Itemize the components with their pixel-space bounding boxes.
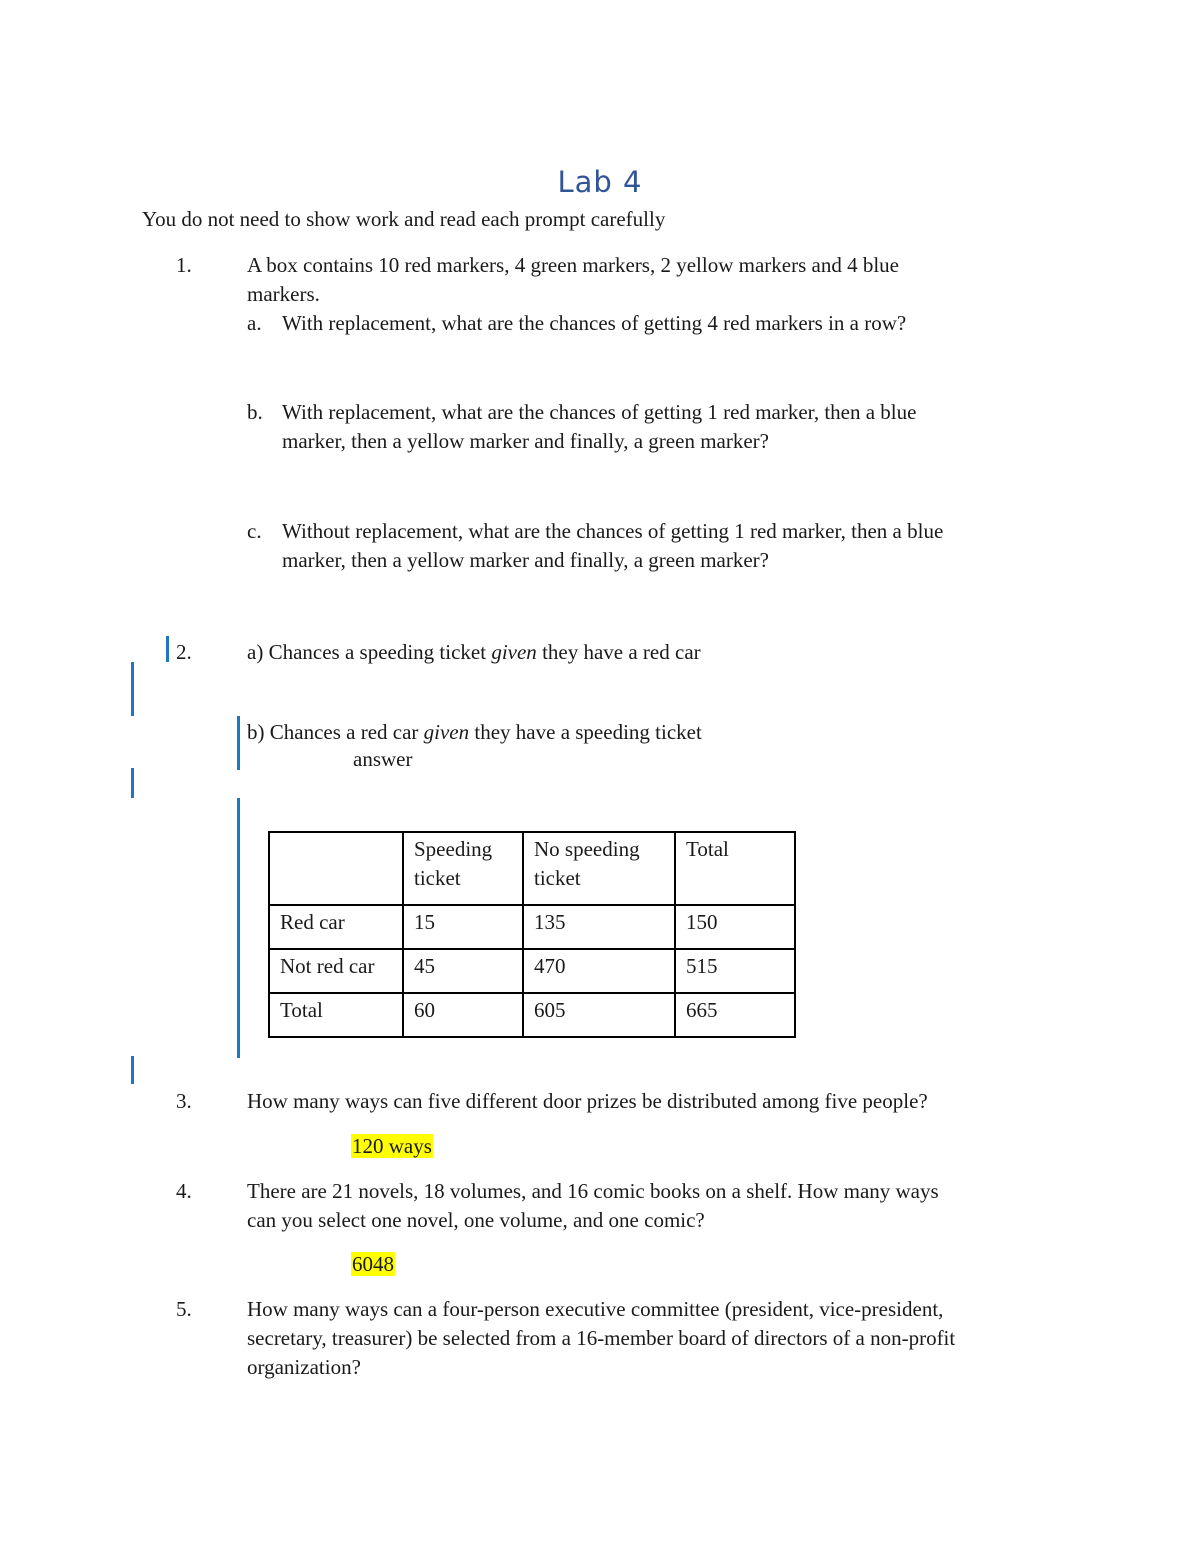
q2-number: 2. xyxy=(176,640,192,664)
q1c-line2: marker, then a yellow marker and finally, a green marker? xyxy=(282,548,769,572)
contingency-table xyxy=(268,831,796,1038)
table-cell: Total xyxy=(269,993,403,1037)
table-row xyxy=(269,993,795,1037)
q2a-text: a) Chances a speeding ticket given they have a red car xyxy=(247,640,701,664)
table-header-cell xyxy=(269,832,403,905)
q1-text xyxy=(247,251,1067,309)
q5-line1: How many ways can a four-person executive committee (president, vice-president, xyxy=(247,1297,944,1321)
table-cell: 605 xyxy=(523,993,675,1037)
q4-number: 4. xyxy=(176,1179,192,1203)
q3-text: How many ways can five different door prizes be distributed among five people? xyxy=(247,1089,928,1113)
q3-answer xyxy=(351,1132,433,1161)
table-cell: 470 xyxy=(523,949,675,993)
change-bar xyxy=(237,716,240,770)
change-bar xyxy=(237,798,240,1058)
q4-answer xyxy=(351,1250,395,1279)
answer-label: answer xyxy=(353,747,413,771)
q5-line2: secretary, treasurer) be selected from a 16-member board of directors of a non-profit xyxy=(247,1326,956,1350)
q2b-text: b) Chances a red car given they have a speeding ticket xyxy=(247,720,702,744)
table-header-row xyxy=(269,832,795,905)
q1b-line2: marker, then a yellow marker and finally, a green marker? xyxy=(282,429,769,453)
table-header-cell: No speeding ticket xyxy=(523,832,675,905)
table-cell: 45 xyxy=(403,949,523,993)
table-cell: 515 xyxy=(675,949,795,993)
instructions: You do not need to show work and read each prompt carefully xyxy=(142,207,666,231)
q1b-text xyxy=(282,398,1062,456)
q1b-letter: b. xyxy=(247,400,263,424)
q1c-text xyxy=(282,517,1062,575)
q1c-line1: Without replacement, what are the chances of getting 1 red marker, then a blue xyxy=(282,519,944,543)
q1-line1: A box contains 10 red markers, 4 green markers, 2 yellow markers and 4 blue xyxy=(247,253,899,277)
q4-text xyxy=(247,1177,1067,1235)
q5-line3: organization? xyxy=(247,1355,361,1379)
q1a-letter: a. xyxy=(247,311,262,335)
table-row xyxy=(269,949,795,993)
highlighted-answer: 120 ways xyxy=(352,1134,432,1158)
table-header-cell: Speeding ticket xyxy=(403,832,523,905)
q1a-text: With replacement, what are the chances of getting 4 red markers in a row? xyxy=(282,311,907,335)
table-cell: 150 xyxy=(675,905,795,949)
change-bar xyxy=(131,662,134,716)
table-row xyxy=(269,905,795,949)
page-title: Lab 4 xyxy=(557,165,643,199)
table-header-cell: Total xyxy=(675,832,795,905)
q1-line2: markers. xyxy=(247,282,320,306)
table-cell: 135 xyxy=(523,905,675,949)
table-cell: Not red car xyxy=(269,949,403,993)
q5-number: 5. xyxy=(176,1297,192,1321)
table-cell: 15 xyxy=(403,905,523,949)
change-bar xyxy=(166,636,169,662)
q3-number: 3. xyxy=(176,1089,192,1113)
table-cell: 60 xyxy=(403,993,523,1037)
q4-line1: There are 21 novels, 18 volumes, and 16 comic books on a shelf. How many ways xyxy=(247,1179,939,1203)
q1c-letter: c. xyxy=(247,519,262,543)
q5-text xyxy=(247,1295,1067,1382)
highlighted-answer: 6048 xyxy=(352,1252,394,1276)
table-cell: 665 xyxy=(675,993,795,1037)
q1b-line1: With replacement, what are the chances of getting 1 red marker, then a blue xyxy=(282,400,917,424)
q1-number: 1. xyxy=(176,253,192,277)
q4-line2: can you select one novel, one volume, and one comic? xyxy=(247,1208,705,1232)
change-bar xyxy=(131,768,134,798)
table-cell: Red car xyxy=(269,905,403,949)
change-bar xyxy=(131,1056,134,1084)
